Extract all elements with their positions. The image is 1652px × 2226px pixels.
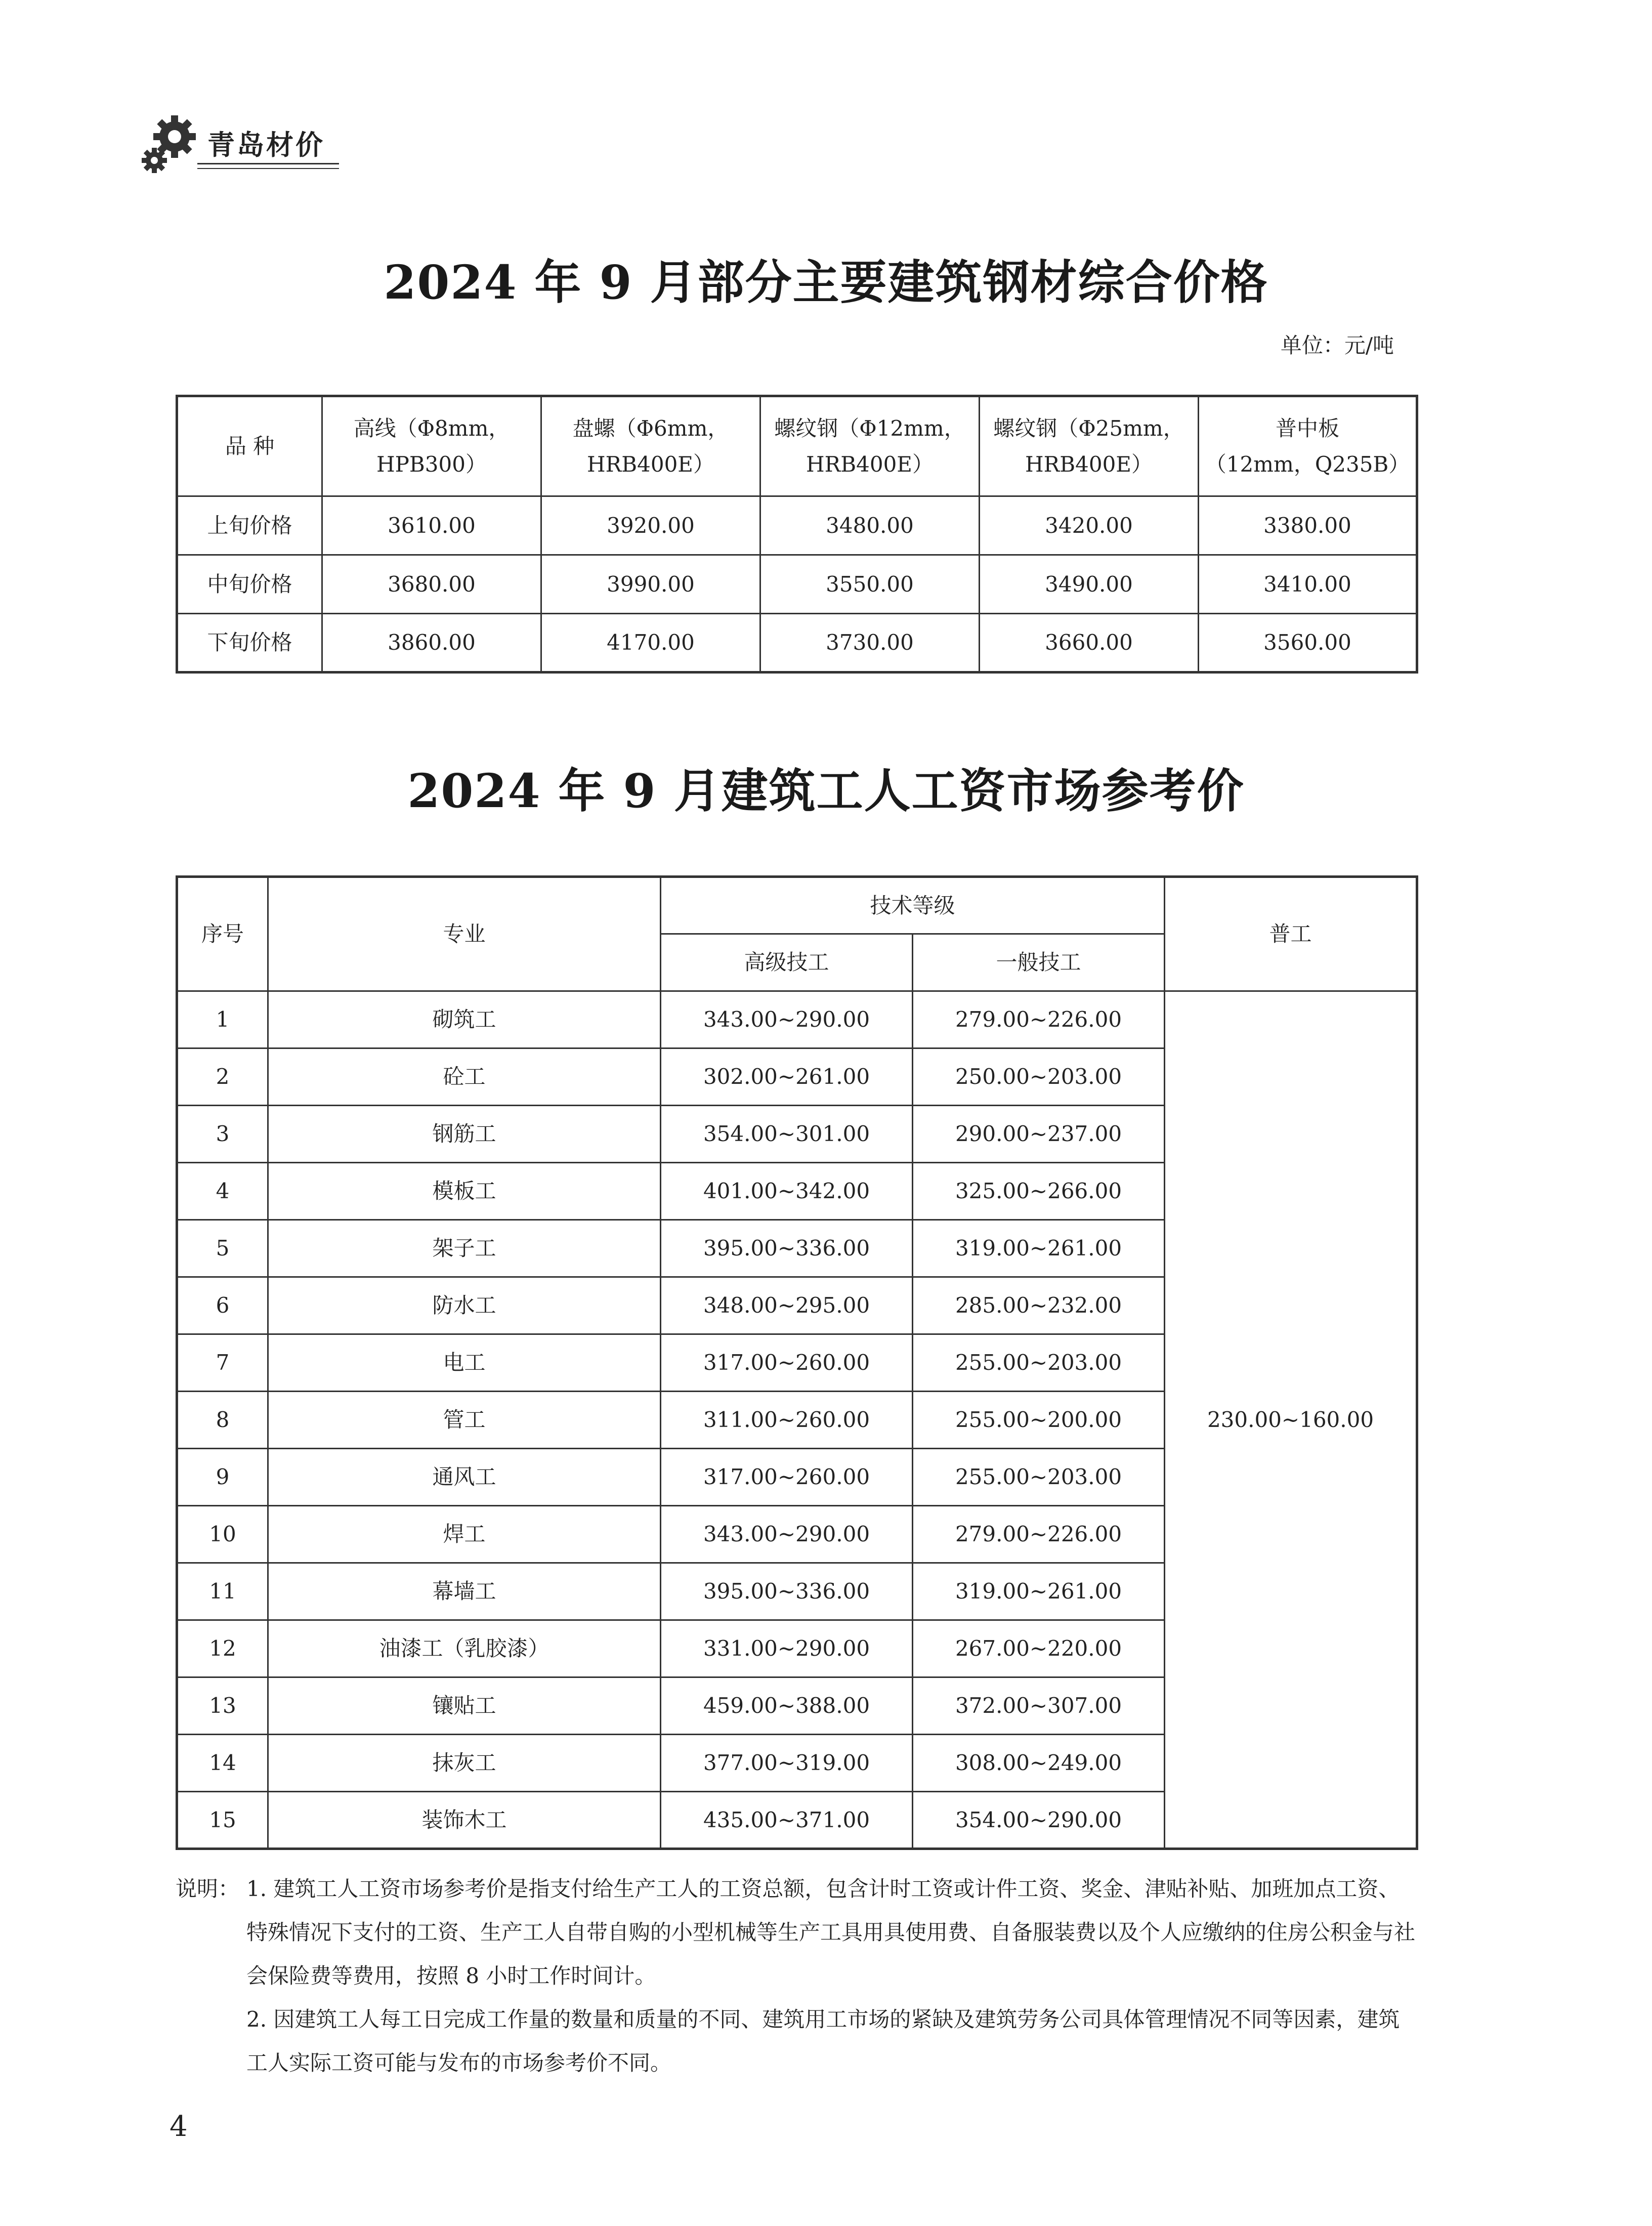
- senior-cell: 348.00~295.00: [661, 1277, 913, 1334]
- table-row: [177, 614, 1417, 673]
- general-cell: 354.00~290.00: [913, 1792, 1165, 1849]
- senior-cell: 331.00~290.00: [661, 1620, 913, 1677]
- seq-cell: 13: [177, 1677, 268, 1735]
- row-label: 上旬价格: [177, 496, 322, 555]
- header-senior: 高级技工: [661, 934, 913, 991]
- table-row: [177, 991, 1417, 1048]
- trade-cell: 镶贴工: [268, 1677, 661, 1735]
- seq-cell: 3: [177, 1106, 268, 1163]
- header-cell: 品 种: [177, 396, 322, 496]
- seq-cell: 10: [177, 1506, 268, 1563]
- general-cell: 372.00~307.00: [913, 1677, 1165, 1735]
- price-cell: 3990.00: [541, 555, 760, 614]
- general-cell: 279.00~226.00: [913, 1506, 1165, 1563]
- price-cell: 3480.00: [760, 496, 980, 555]
- table-row: [177, 555, 1417, 614]
- header-skill-level: 技术等级: [661, 877, 1165, 934]
- senior-cell: 459.00~388.00: [661, 1677, 913, 1735]
- senior-cell: 395.00~336.00: [661, 1220, 913, 1277]
- price-cell: 3610.00: [322, 496, 541, 555]
- note-text: 2. 因建筑工人每工日完成工作量的数量和质量的不同、建筑用工市场的紧缺及建筑劳务公司具体管理情况不同等因素，建筑工人实际工资可能与发布的市场参考价不同。: [246, 2007, 1400, 2075]
- note-item: [176, 1867, 1420, 1998]
- laborer-cell: 230.00~160.00: [1165, 991, 1417, 1849]
- header-cell: 盘螺（Φ6mm， HRB400E）: [541, 396, 760, 496]
- trade-cell: 电工: [268, 1334, 661, 1392]
- general-cell: 255.00~203.00: [913, 1334, 1165, 1392]
- notes: [176, 1867, 1420, 2085]
- trade-cell: 管工: [268, 1392, 661, 1449]
- general-cell: 250.00~203.00: [913, 1048, 1165, 1106]
- note-text: 1. 建筑工人工资市场参考价是指支付给生产工人的工资总额，包含计时工资或计件工资、奖金、津贴补贴、加班加点工资、特殊情况下支付的工资、生产工人自带自购的小型机械等生产工具用具使用费、自备服装费以及个人应缴纳的住房公积金与社会保险费等费用，按照 8 小时工作时间计。: [246, 1876, 1416, 1988]
- page-header: [139, 112, 342, 178]
- seq-cell: 14: [177, 1735, 268, 1792]
- trade-cell: 幕墙工: [268, 1563, 661, 1620]
- senior-cell: 317.00~260.00: [661, 1449, 913, 1506]
- general-cell: 319.00~261.00: [913, 1563, 1165, 1620]
- price-cell: 3380.00: [1199, 496, 1417, 555]
- trade-cell: 砌筑工: [268, 991, 661, 1048]
- note-item: [176, 1998, 1420, 2085]
- seq-cell: 5: [177, 1220, 268, 1277]
- trade-cell: 抹灰工: [268, 1735, 661, 1792]
- senior-cell: 343.00~290.00: [661, 1506, 913, 1563]
- general-cell: 267.00~220.00: [913, 1620, 1165, 1677]
- price-cell: 3410.00: [1199, 555, 1417, 614]
- general-cell: 255.00~200.00: [913, 1392, 1165, 1449]
- gear-icon: [139, 112, 200, 176]
- general-cell: 279.00~226.00: [913, 991, 1165, 1048]
- header-general: 一般技工: [913, 934, 1165, 991]
- brand-title: 青岛材价: [207, 129, 325, 161]
- notes-label: 说明：: [176, 1876, 240, 1901]
- senior-cell: 354.00~301.00: [661, 1106, 913, 1163]
- steel-title: 2024 年 9 月部分主要建筑钢材综合价格: [384, 255, 1268, 310]
- steel-unit: 单位：元/吨: [1280, 333, 1394, 358]
- header-trade: 专业: [268, 877, 661, 991]
- trade-cell: 模板工: [268, 1163, 661, 1220]
- seq-cell: 6: [177, 1277, 268, 1334]
- wages-table: [176, 875, 1418, 1850]
- senior-cell: 311.00~260.00: [661, 1392, 913, 1449]
- senior-cell: 401.00~342.00: [661, 1163, 913, 1220]
- header-cell: 螺纹钢（Φ25mm， HRB400E）: [980, 396, 1199, 496]
- seq-cell: 9: [177, 1449, 268, 1506]
- seq-cell: 7: [177, 1334, 268, 1392]
- senior-cell: 395.00~336.00: [661, 1563, 913, 1620]
- senior-cell: 317.00~260.00: [661, 1334, 913, 1392]
- seq-cell: 11: [177, 1563, 268, 1620]
- senior-cell: 302.00~261.00: [661, 1048, 913, 1106]
- general-cell: 308.00~249.00: [913, 1735, 1165, 1792]
- trade-cell: 油漆工（乳胶漆）: [268, 1620, 661, 1677]
- trade-cell: 通风工: [268, 1449, 661, 1506]
- seq-cell: 12: [177, 1620, 268, 1677]
- steel-price-table: [176, 395, 1418, 674]
- row-label: 下旬价格: [177, 614, 322, 673]
- wages-title: 2024 年 9 月建筑工人工资市场参考价: [407, 764, 1245, 818]
- general-cell: 285.00~232.00: [913, 1277, 1165, 1334]
- general-cell: 319.00~261.00: [913, 1220, 1165, 1277]
- page-number: 4: [170, 2110, 188, 2143]
- price-cell: 3730.00: [760, 614, 980, 673]
- seq-cell: 8: [177, 1392, 268, 1449]
- brand-rule: [197, 163, 339, 164]
- senior-cell: 377.00~319.00: [661, 1735, 913, 1792]
- header-seq: 序号: [177, 877, 268, 991]
- senior-cell: 343.00~290.00: [661, 991, 913, 1048]
- general-cell: 290.00~237.00: [913, 1106, 1165, 1163]
- price-cell: 3860.00: [322, 614, 541, 673]
- table-row: [177, 496, 1417, 555]
- seq-cell: 2: [177, 1048, 268, 1106]
- header-laborer: 普工: [1165, 877, 1417, 991]
- trade-cell: 装饰木工: [268, 1792, 661, 1849]
- price-cell: 3550.00: [760, 555, 980, 614]
- seq-cell: 1: [177, 991, 268, 1048]
- header-cell: 普中板 （12mm，Q235B）: [1199, 396, 1417, 496]
- senior-cell: 435.00~371.00: [661, 1792, 913, 1849]
- seq-cell: 4: [177, 1163, 268, 1220]
- trade-cell: 钢筋工: [268, 1106, 661, 1163]
- table-header-row: [177, 396, 1417, 496]
- price-cell: 3920.00: [541, 496, 760, 555]
- header-cell: 螺纹钢（Φ12mm， HRB400E）: [760, 396, 980, 496]
- trade-cell: 架子工: [268, 1220, 661, 1277]
- price-cell: 3560.00: [1199, 614, 1417, 673]
- header-cell: 高线（Φ8mm， HPB300）: [322, 396, 541, 496]
- table-header-row: [177, 877, 1417, 934]
- price-cell: 3680.00: [322, 555, 541, 614]
- price-cell: 3420.00: [980, 496, 1199, 555]
- trade-cell: 焊工: [268, 1506, 661, 1563]
- row-label: 中旬价格: [177, 555, 322, 614]
- general-cell: 255.00~203.00: [913, 1449, 1165, 1506]
- trade-cell: 防水工: [268, 1277, 661, 1334]
- price-cell: 3660.00: [980, 614, 1199, 673]
- price-cell: 4170.00: [541, 614, 760, 673]
- seq-cell: 15: [177, 1792, 268, 1849]
- trade-cell: 砼工: [268, 1048, 661, 1106]
- price-cell: 3490.00: [980, 555, 1199, 614]
- brand-rule: [197, 168, 339, 169]
- general-cell: 325.00~266.00: [913, 1163, 1165, 1220]
